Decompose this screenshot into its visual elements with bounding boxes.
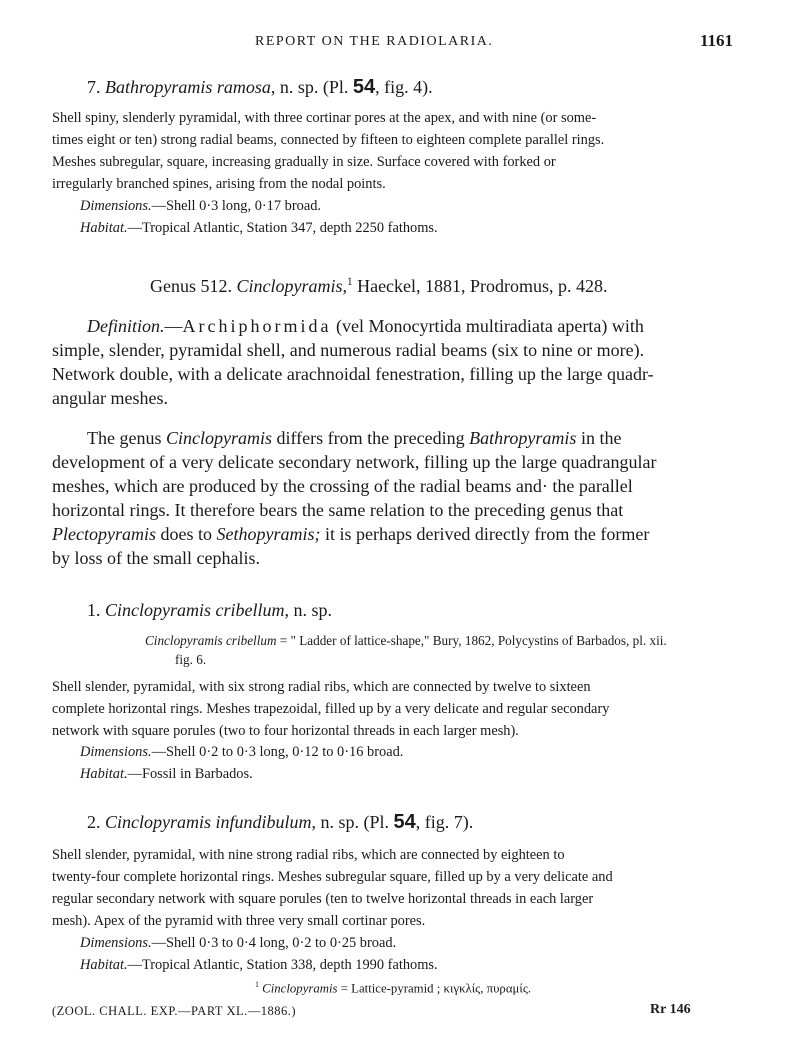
species-name: Cinclopyramis infundibulum [105, 812, 312, 832]
plate-number: 54 [393, 811, 416, 833]
footnote-mark: 1 [347, 276, 353, 288]
synonymy-line: fig. 6. [175, 652, 207, 667]
dimensions-line: Dimensions.—Shell 0·2 to 0·3 long, 0·12 to 0·16 broad. [80, 744, 404, 760]
synonymy-line: Cinclopyramis cribellum = " Ladder of lattice-shape," Bury, 1862, Polycystins of Barbados, pl. xii. [145, 633, 667, 648]
definition-line: Definition.—Archiphormida (vel Monocyrtida multiradiata aperta) with [87, 316, 644, 336]
species-heading-bathropyramis-ramosa: 7. Bathropyramis ramosa, n. sp. (Pl. 54, fig. 4). [87, 76, 433, 98]
description-line: twenty-four complete horizontal rings. Meshes subregular square, filled up by a very delicate and [52, 869, 613, 885]
species-name: Cinclopyramis cribellum [105, 600, 285, 620]
description-line: mesh). Apex of the pyramid with three very small cortinar pores. [52, 913, 426, 929]
species-heading-cinclopyramis-infundibulum: 2. Cinclopyramis infundibulum, n. sp. (Pl. 54, fig. 7). [87, 811, 474, 833]
description-line: complete horizontal rings. Meshes trapezoidal, filled up by a very delicate and regular secondary [52, 701, 610, 717]
discussion-line: meshes, which are produced by the crossing of the radial beams and· the parallel [52, 476, 633, 496]
discussion-line: Plectopyramis does to Sethopyramis; it is perhaps derived directly from the former [52, 524, 650, 544]
group-name: Archiphormida [182, 316, 332, 336]
description-line: times eight or ten) strong radial beams, connected by fifteen to eighteen complete parallel rings. [52, 132, 605, 148]
description-line: Shell slender, pyramidal, with nine strong radial ribs, which are connected by eighteen to [52, 847, 565, 863]
imprint-line: (ZOOL. CHALL. EXP.—PART XL.—1886.) [52, 1004, 297, 1018]
discussion-line: development of a very delicate secondary network, filling up the large quadrangular [52, 452, 657, 472]
habitat-line: Habitat.—Tropical Atlantic, Station 338, depth 1990 fathoms. [80, 957, 438, 973]
page-number: 1161 [700, 31, 734, 50]
discussion-line: The genus Cinclopyramis differs from the preceding Bathropyramis in the [87, 428, 622, 448]
dimensions-line: Dimensions.—Shell 0·3 long, 0·17 broad. [80, 198, 322, 214]
description-line: irregularly branched spines, arising from the nodal points. [52, 176, 386, 192]
discussion-line: horizontal rings. It therefore bears the same relation to the preceding genus that [52, 500, 624, 520]
genus-heading: Genus 512. Cinclopyramis,$^1$ Haeckel, 1881, Prodromus, p. 428. [150, 276, 608, 296]
habitat-line: Habitat.—Tropical Atlantic, Station 347, depth 2250 fathoms. [80, 220, 438, 236]
definition-line: simple, slender, pyramidal shell, and numerous radial beams (six to nine or more). [52, 340, 645, 360]
description-line: network with square porules (two to four horizontal threads in each larger mesh). [52, 723, 519, 739]
plate-number: 54 [352, 76, 376, 98]
description-line: Shell spiny, slenderly pyramidal, with three cortinar pores at the apex, and with nine (or some- [52, 110, 597, 126]
discussion-line: by loss of the small cephalis. [52, 548, 260, 568]
habitat-line: Habitat.—Fossil in Barbados. [80, 766, 253, 782]
footnote: $^1$ Cinclopyramis = Lattice-pyramid ; κιγκλίς, πυραμίς. [255, 980, 532, 996]
definition-line: angular meshes. [52, 388, 168, 408]
dimensions-line: Dimensions.—Shell 0·3 to 0·4 long, 0·2 to 0·25 broad. [80, 935, 397, 951]
definition-line: Network double, with a delicate arachnoidal fenestration, filling up the large quadr- [52, 364, 654, 384]
species-heading-cinclopyramis-cribellum: 1. Cinclopyramis cribellum, n. sp. [87, 600, 332, 620]
signature-mark: Rr 146 [650, 1002, 691, 1017]
description-line: regular secondary network with square porules (ten to twelve horizontal threads in each larger [52, 891, 594, 907]
running-head: REPORT ON THE RADIOLARIA. [255, 34, 494, 49]
description-line: Meshes subregular, square, increasing gradually in size. Surface covered with forked or [52, 154, 556, 170]
species-name: Bathropyramis ramosa [105, 77, 271, 97]
description-line: Shell slender, pyramidal, with six strong radial ribs, which are connected by twelve to sixteen [52, 679, 591, 695]
